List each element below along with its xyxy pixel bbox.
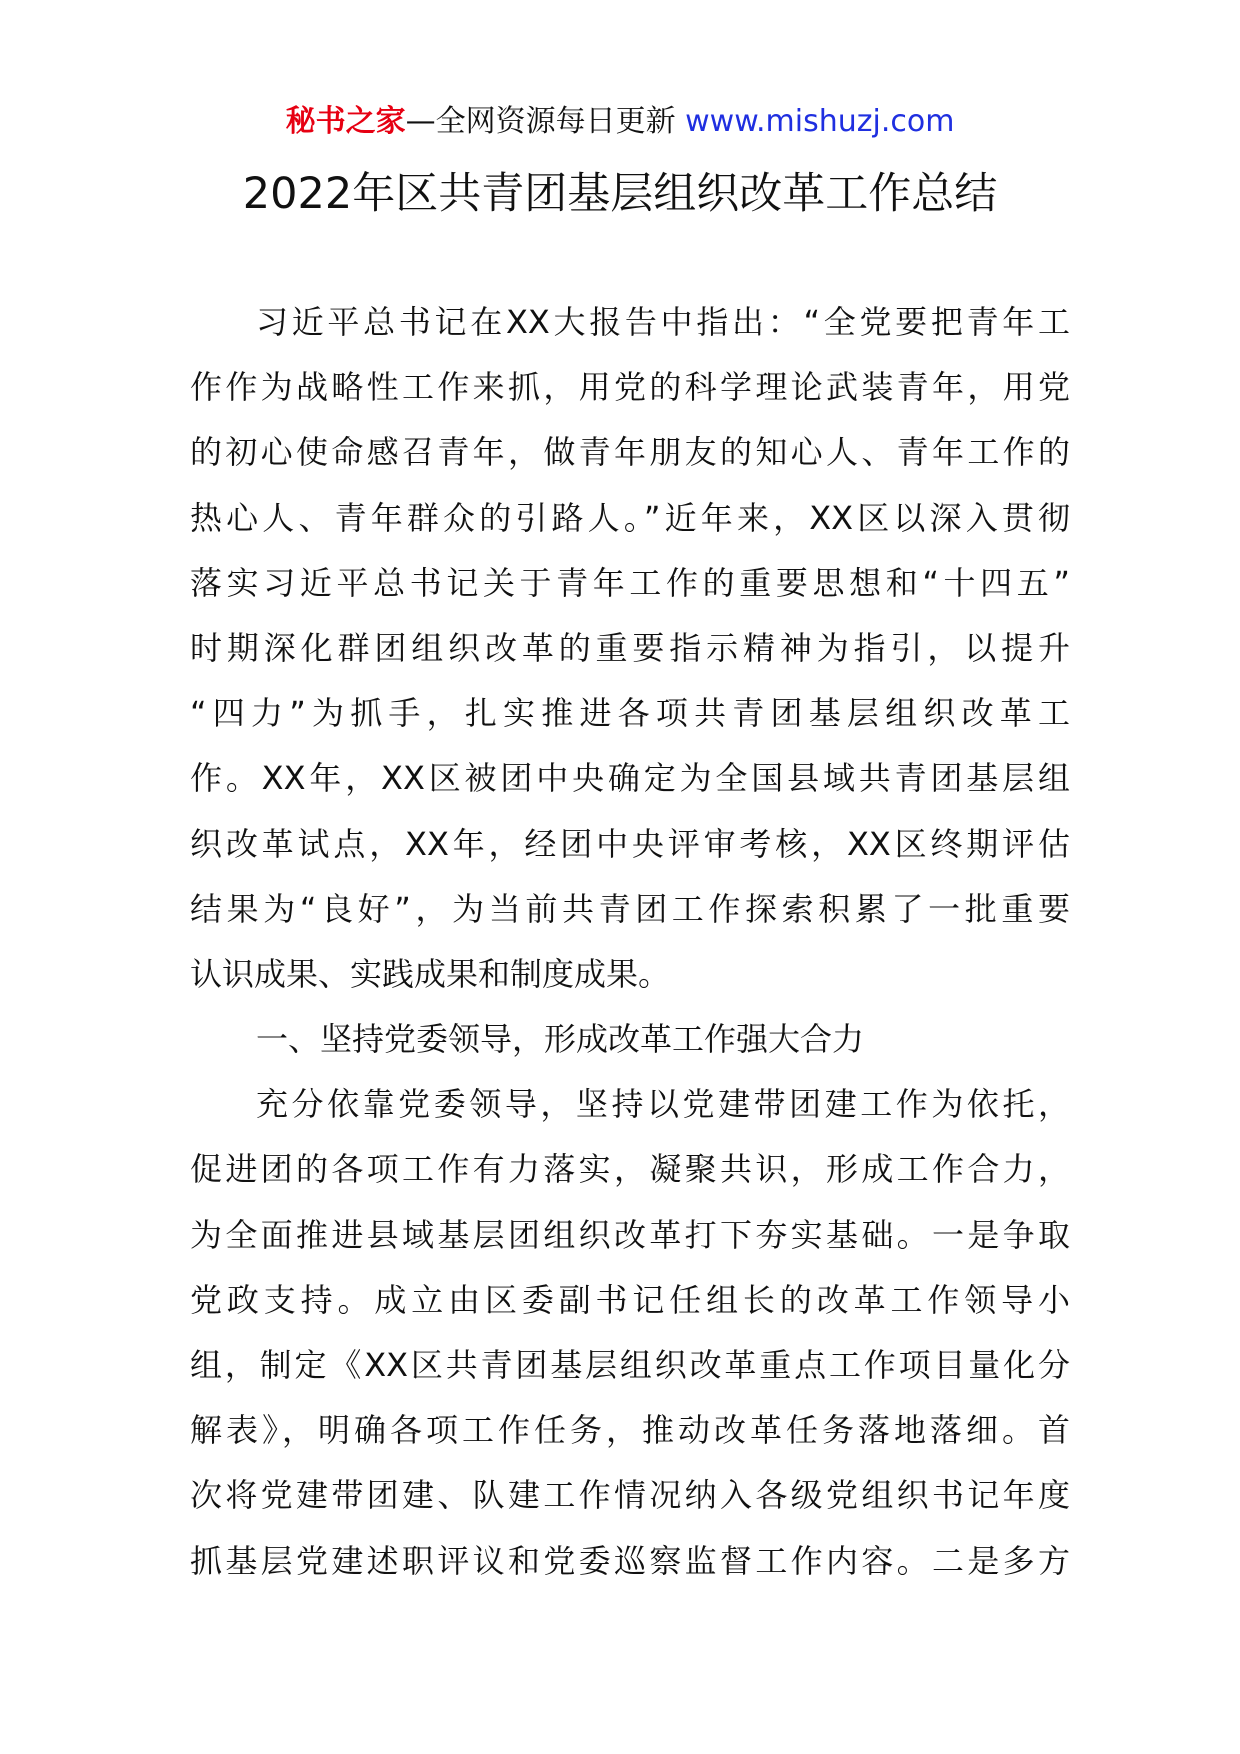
paragraph-line: 的初心使命感召青年，做青年朋友的知心人、青年工作的 xyxy=(190,433,1070,472)
document-body xyxy=(190,290,1070,1594)
paragraph-line: 作。XX年，XX区被团中央确定为全国县域共青团基层组 xyxy=(190,759,1070,798)
section-heading: 一、坚持党委领导，形成改革工作强大合力 xyxy=(256,1020,865,1059)
paragraph-line: 次将党建带团建、队建工作情况纳入各级党组织书记年度 xyxy=(190,1476,1070,1515)
paragraph-line: 充分依靠党委领导，坚持以党建带团建工作为依托， xyxy=(256,1085,1070,1124)
paragraph-line: 组，制定《XX区共青团基层组织改革重点工作项目量化分 xyxy=(190,1346,1070,1384)
site-header xyxy=(0,100,1240,144)
paragraph-line: 落实习近平总书记关于青年工作的重要思想和“十四五” xyxy=(190,563,1070,602)
paragraph-line: 解表》，明确各项工作任务，推动改革任务落地落细。首 xyxy=(190,1411,1070,1450)
paragraph-line: 作作为战略性工作来抓，用党的科学理论武装青年，用党 xyxy=(190,368,1070,407)
site-slogan: —全网资源每日更新 xyxy=(405,104,686,139)
site-brand: 秘书之家 xyxy=(285,104,406,139)
paragraph-line: 党政支持。成立由区委副书记任组长的改革工作领导小 xyxy=(190,1280,1070,1319)
paragraph-line: 习近平总书记在XX大报告中指出：“全党要把青年工 xyxy=(256,303,1070,341)
paragraph-line: 时期深化群团组织改革的重要指示精神为指引，以提升 xyxy=(190,628,1070,667)
paragraph-line: 热心人、青年群众的引路人。”近年来，XX区以深入贯彻 xyxy=(190,498,1070,537)
paragraph-line: 结果为“良好”，为当前共青团工作探索积累了一批重要 xyxy=(190,889,1070,928)
paragraph-line: 织改革试点，XX年，经团中央评审考核，XX区终期评估 xyxy=(190,824,1070,863)
paragraph-line: 抓基层党建述职评议和党委巡察监督工作内容。二是多方 xyxy=(190,1541,1070,1580)
document-title: 2022年区共青团基层组织改革工作总结 xyxy=(242,169,998,219)
paragraph-line: “四力”为抓手，扎实推进各项共青团基层组织改革工 xyxy=(190,694,1070,733)
site-url-link[interactable]: www.mishuzj.com xyxy=(685,104,955,139)
paragraph-line: 认识成果、实践成果和制度成果。 xyxy=(190,954,671,993)
paragraph-line: 促进团的各项工作有力落实，凝聚共识，形成工作合力， xyxy=(190,1150,1070,1189)
paragraph-line: 为全面推进县域基层团组织改革打下夯实基础。一是争取 xyxy=(190,1215,1070,1254)
